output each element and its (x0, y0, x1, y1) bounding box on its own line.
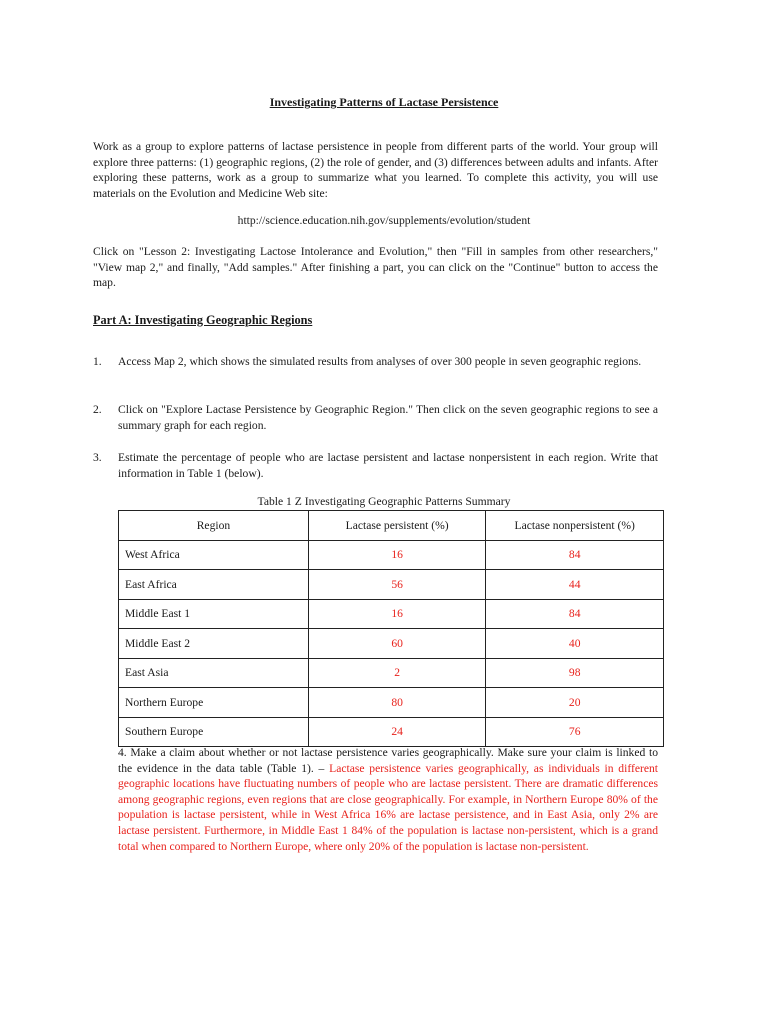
table-row (119, 658, 664, 688)
nonpersistent-cell: 76 (486, 717, 664, 747)
nonpersistent-cell: 98 (486, 658, 664, 688)
region-cell: East Africa (119, 570, 309, 600)
geographic-summary-table (118, 510, 664, 747)
table-row (119, 688, 664, 718)
region-cell: Middle East 1 (119, 599, 309, 629)
step-1 (93, 354, 658, 370)
instructions-paragraph: Click on "Lesson 2: Investigating Lactose Intolerance and Evolution," then "Fill in samples from other researchers," "View map 2," and finally, "Add samples." After finishing a part, you can click on the "Continue" button to access the map. (93, 245, 658, 290)
part-a-heading: Part A: Investigating Geographic Regions (93, 313, 313, 327)
region-cell: Northern Europe (119, 688, 309, 718)
step-text: Access Map 2, which shows the simulated results from analyses of over 300 people in seven geographic regions. (118, 355, 642, 368)
persistent-cell: 60 (308, 629, 486, 659)
table-caption: Table 1 Z Investigating Geographic Patterns Summary (257, 495, 511, 508)
header-region: Region (119, 511, 309, 541)
step-text: Estimate the percentage of people who are lactase persistent and lactase nonpersistent in each region. Write that information in Table 1 (below). (118, 451, 658, 480)
table-row (119, 540, 664, 570)
claim-paragraph (118, 745, 658, 854)
nonpersistent-cell: 40 (486, 629, 664, 659)
region-cell: East Asia (119, 658, 309, 688)
persistent-cell: 16 (308, 540, 486, 570)
step-text: Click on "Explore Lactase Persistence by Geographic Region." Then click on the seven geographic regions to see a summary graph for each region. (118, 403, 658, 432)
nonpersistent-cell: 20 (486, 688, 664, 718)
header-nonpersistent: Lactase nonpersistent (%) (486, 511, 664, 541)
nonpersistent-cell: 84 (486, 599, 664, 629)
header-persistent: Lactase persistent (%) (308, 511, 486, 541)
persistent-cell: 16 (308, 599, 486, 629)
step-2 (93, 402, 658, 433)
website-url: http://science.education.nih.gov/supplements/evolution/student (237, 214, 531, 227)
region-cell: Southern Europe (119, 717, 309, 747)
table-row (119, 599, 664, 629)
claim-prompt: 4. Make a claim about whether or not lactase persistence varies geographically. Make sure your claim is linked to the evidence in the data table (Table 1). – (118, 746, 658, 775)
table-row (119, 570, 664, 600)
table-row (119, 629, 664, 659)
persistent-cell: 2 (308, 658, 486, 688)
step-number: 2. (93, 403, 102, 416)
intro-paragraph: Work as a group to explore patterns of lactase persistence in people from different parts of the world. Your group will explore three patterns: (1) geographic regions, (2) the role of gender, and (3) differences between adults and infants. After exploring these patterns, work as a group to summarize what you learned. To complete this activity, you will use materials on the Evolution and Medicine Web site: (93, 140, 658, 200)
region-cell: Middle East 2 (119, 629, 309, 659)
step-number: 3. (93, 451, 102, 464)
table-header-row (119, 511, 664, 541)
persistent-cell: 56 (308, 570, 486, 600)
table-row (119, 717, 664, 747)
nonpersistent-cell: 44 (486, 570, 664, 600)
persistent-cell: 24 (308, 717, 486, 747)
step-number: 1. (93, 355, 102, 368)
page-title: Investigating Patterns of Lactase Persistence (269, 95, 499, 109)
claim-answer: Lactase persistence varies geographically, as individuals in different geographic locations have fluctuating numbers of people who are lactase persistent. There are dramatic differences among geographic regions, even regions that are close geographically. For example, in Northern Europe 80% of the population is lactase persistent, while in West Africa 16% are lactase persistence, and in East Asia, only 2% are lactase persistent. Furthermore, in Middle East 1 84% of the population is lactase non-persistent, which is a grand total when compared to Northern Europe, where only 20% of the population is lactase non-persistent. (118, 761, 659, 853)
step-3 (93, 450, 658, 481)
nonpersistent-cell: 84 (486, 540, 664, 570)
region-cell: West Africa (119, 540, 309, 570)
persistent-cell: 80 (308, 688, 486, 718)
